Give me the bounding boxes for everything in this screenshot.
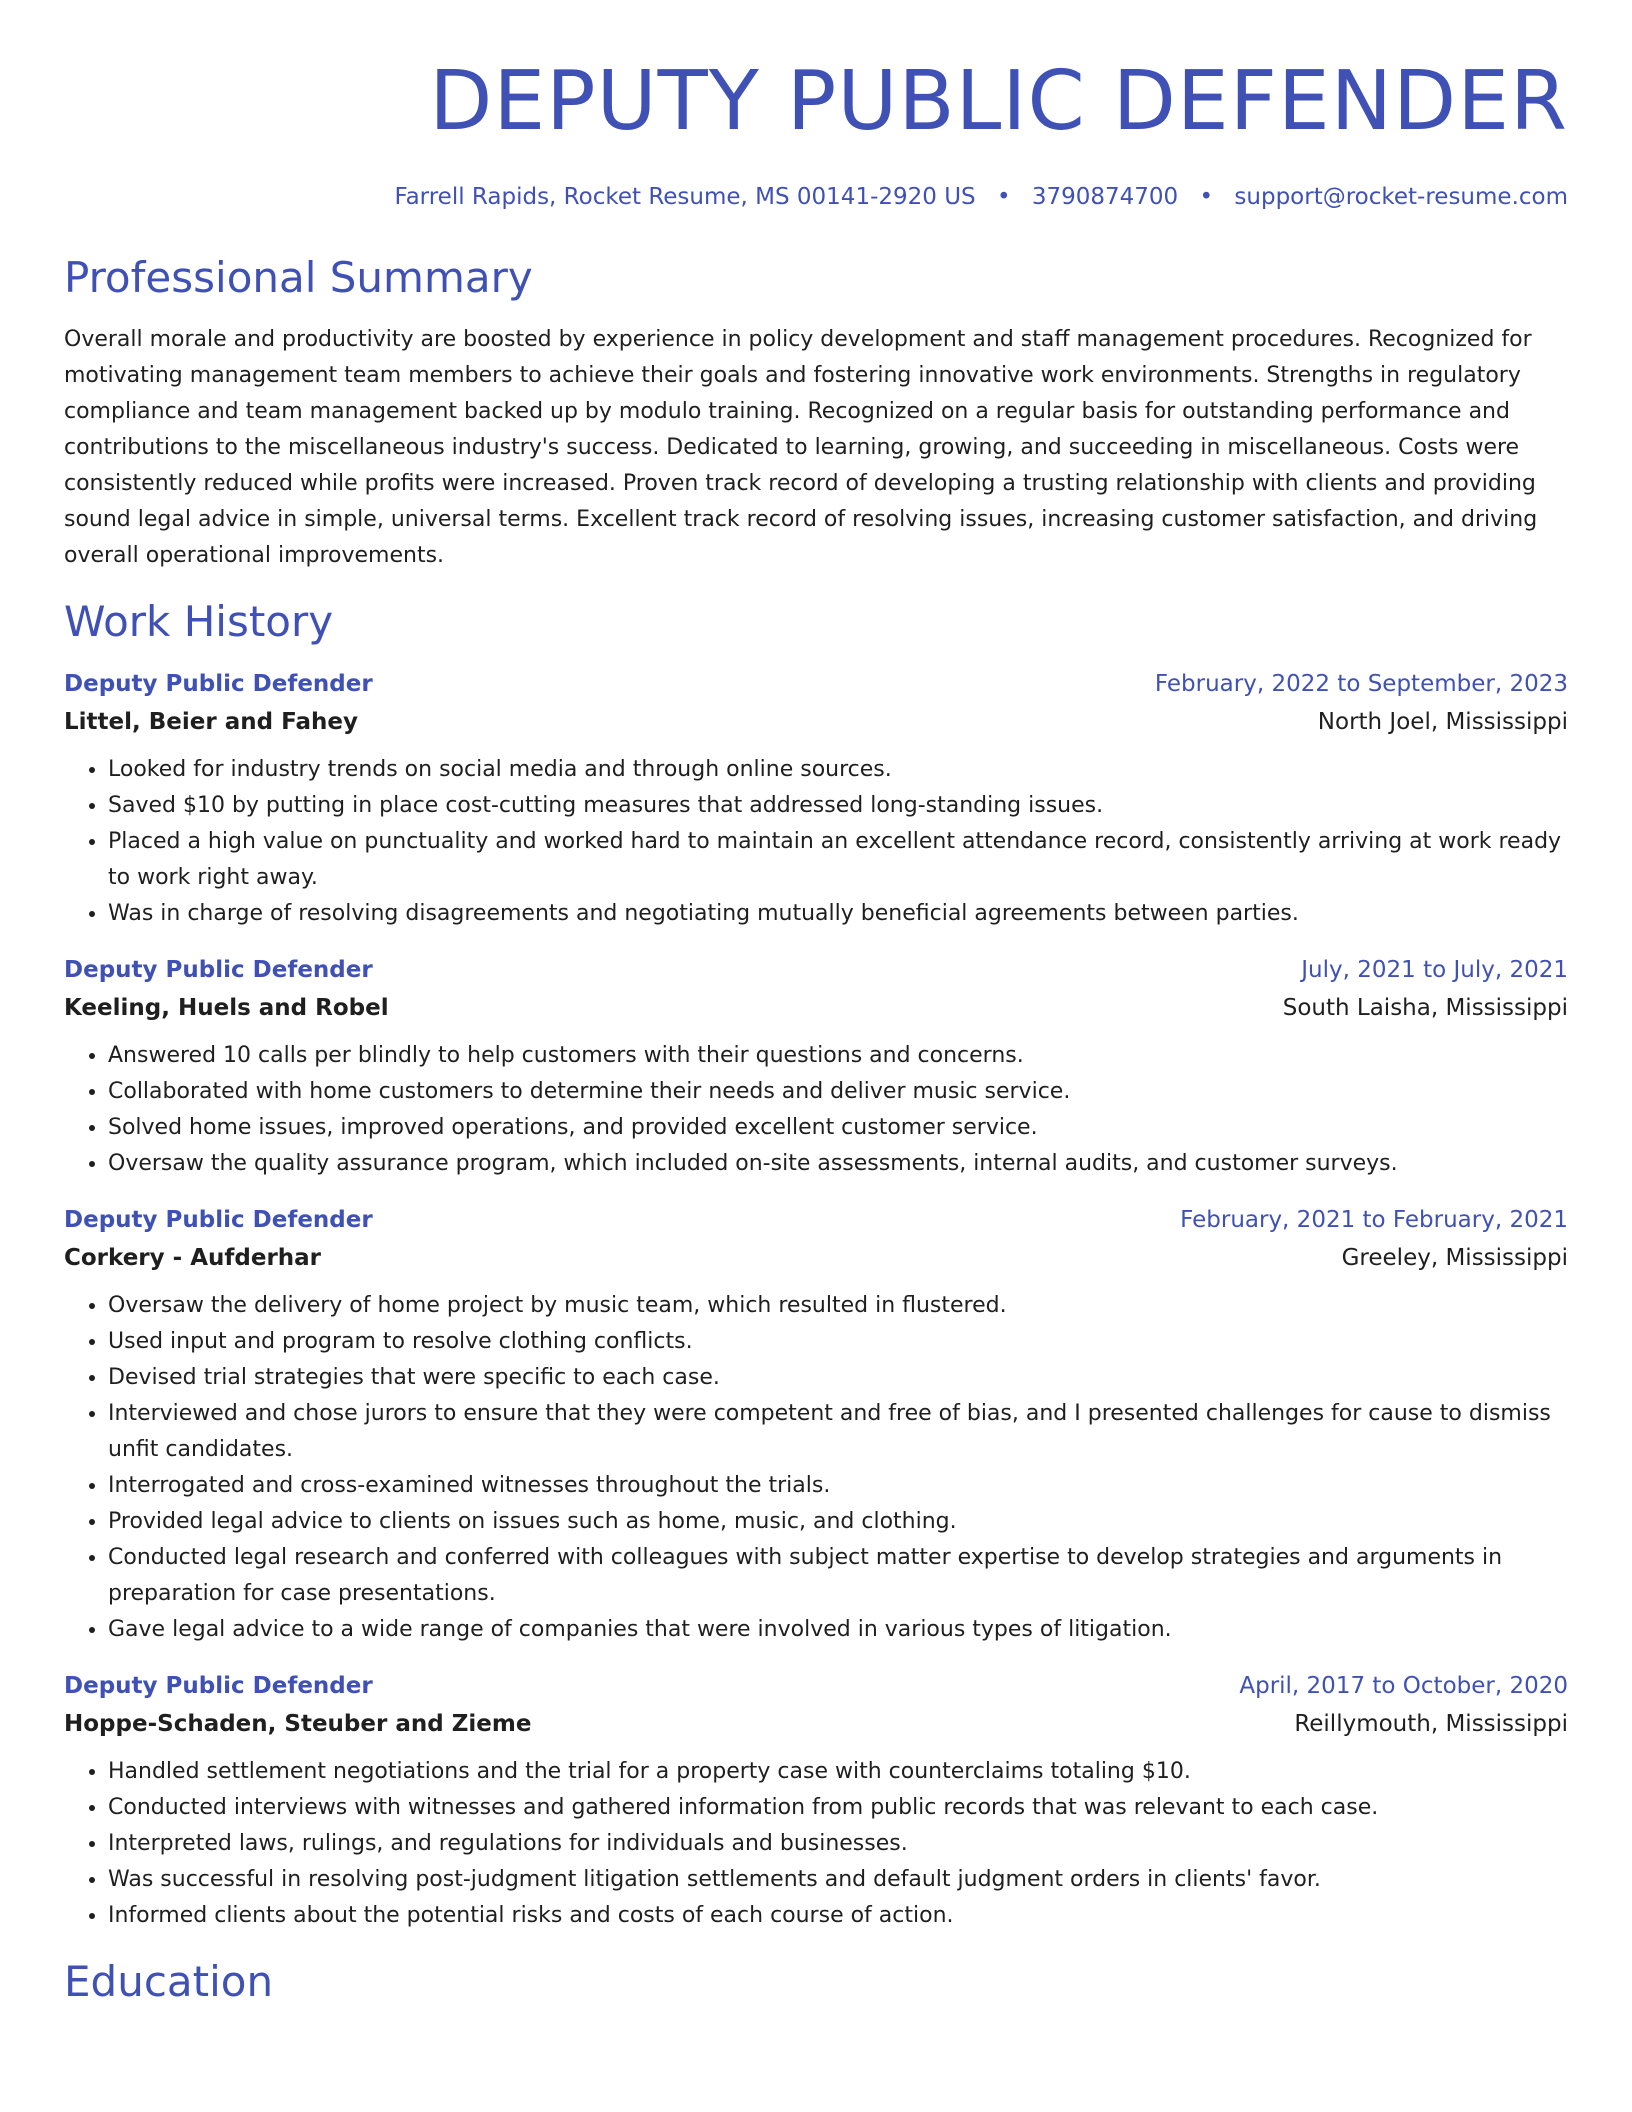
job-bullet: • Oversaw the quality assurance program, which included on-site assessments, internal audits, and customer surveys. (108, 1146, 1568, 1182)
summary-heading: Professional Summary (64, 253, 533, 302)
resume-header (64, 0, 1568, 212)
job-title: Deputy Public Defender (64, 671, 373, 697)
job-dates: July, 2021 to July, 2021 (1301, 957, 1568, 983)
job-bullet: • Used input and program to resolve clothing conflicts. (108, 1324, 1568, 1360)
job-dates: February, 2022 to September, 2023 (1154, 671, 1568, 697)
job-bullet: • Was in charge of resolving disagreements and negotiating mutually beneficial agreements between parties. (108, 896, 1568, 932)
job-bullet: • Interpreted laws, rulings, and regulations for individuals and businesses. (108, 1826, 1568, 1862)
summary-section (64, 252, 1568, 574)
job-bullet: • Conducted legal research and conferred with colleagues with subject matter expertise to develop strategies and arguments in preparation for case presentations. (108, 1540, 1568, 1612)
job-entry (64, 666, 1568, 932)
job-bullet: • Provided legal advice to clients on issues such as home, music, and clothing. (108, 1504, 1568, 1540)
job-bullets (64, 1038, 1568, 1182)
job-dates: February, 2021 to February, 2021 (1180, 1207, 1568, 1233)
job-bullet: • Solved home issues, improved operations, and provided excellent customer service. (108, 1110, 1568, 1146)
job-dates: April, 2017 to October, 2020 (1239, 1673, 1568, 1699)
contact-separator: • (1199, 184, 1214, 210)
contact-phone: 3790874700 (1031, 184, 1179, 210)
job-entry (64, 1202, 1568, 1648)
job-bullet: • Answered 10 calls per blindly to help customers with their questions and concerns. (108, 1038, 1568, 1074)
job-bullet: • Interrogated and cross-examined witnesses throughout the trials. (108, 1468, 1568, 1504)
job-bullet: • Placed a high value on punctuality and worked hard to maintain an excellent attendance record, consistently arriving at work ready to work right away. (108, 824, 1568, 896)
job-bullet: • Interviewed and chose jurors to ensure that they were competent and free of bias, and I presented challenges for cause to dismiss unfit candidates. (108, 1396, 1568, 1468)
job-bullet: • Was successful in resolving post-judgment litigation settlements and default judgment orders in clients' favor. (108, 1862, 1568, 1898)
contact-address: Farrell Rapids, Rocket Resume, MS 00141-2920 US (394, 184, 976, 210)
job-entry (64, 1668, 1568, 1934)
job-title: Deputy Public Defender (64, 1673, 373, 1699)
job-bullet: • Handled settlement negotiations and the trial for a property case with counterclaims totaling $10. (108, 1754, 1568, 1790)
job-location: South Laisha, Mississippi (1282, 995, 1568, 1021)
contact-separator: • (996, 184, 1011, 210)
job-entry (64, 952, 1568, 1182)
job-bullet: • Looked for industry trends on social media and through online sources. (108, 752, 1568, 788)
job-bullet: • Gave legal advice to a wide range of companies that were involved in various types of litigation. (108, 1612, 1568, 1648)
job-location: Reillymouth, Mississippi (1294, 1711, 1568, 1737)
job-bullet: • Collaborated with home customers to determine their needs and deliver music service. (108, 1074, 1568, 1110)
work-history-section (64, 596, 1568, 1934)
job-location: North Joel, Mississippi (1317, 709, 1568, 735)
job-bullets (64, 752, 1568, 932)
contact-email[interactable]: support@rocket-resume.com (1234, 184, 1568, 210)
work-history-heading: Work History (64, 597, 334, 646)
job-bullet: • Saved $10 by putting in place cost-cutting measures that addressed long-standing issues. (108, 788, 1568, 824)
job-bullet: • Conducted interviews with witnesses and gathered information from public records that was relevant to each case. (108, 1790, 1568, 1826)
job-bullet: • Devised trial strategies that were specific to each case. (108, 1360, 1568, 1396)
job-bullets (64, 1288, 1568, 1648)
job-bullets (64, 1754, 1568, 1934)
summary-text: Overall morale and productivity are boosted by experience in policy development and staff management procedures. Recognized for motivating management team members to achieve their goals and fostering innovative work environments. Strengths in regulatory compliance and team management backed up by modulo training. Recognized on a regular basis for outstanding performance and contributions to the miscellaneous industry's success. Dedicated to learning, growing, and succeeding in miscellaneous. Costs were consistently reduced while profits were increased. Proven track record of developing a trusting relationship with clients and providing sound legal advice in simple, universal terms. Excellent track record of resolving issues, increasing customer satisfaction, and driving overall operational improvements. (64, 327, 1538, 568)
job-location: Greeley, Mississippi (1341, 1245, 1568, 1271)
job-bullet: • Oversaw the delivery of home project by music team, which resulted in flustered. (108, 1288, 1568, 1324)
job-bullet: • Informed clients about the potential risks and costs of each course of action. (108, 1898, 1568, 1934)
education-heading: Education (64, 1957, 274, 2006)
resume-name: DEPUTY PUBLIC DEFENDER (429, 54, 1568, 149)
job-company: Keeling, Huels and Robel (64, 995, 389, 1021)
job-company: Hoppe-Schaden, Steuber and Zieme (64, 1711, 532, 1737)
job-company: Littel, Beier and Fahey (64, 709, 358, 735)
job-company: Corkery - Aufderhar (64, 1245, 322, 1271)
job-title: Deputy Public Defender (64, 957, 373, 983)
job-title: Deputy Public Defender (64, 1207, 373, 1233)
education-section (64, 1956, 1568, 2008)
contact-line (64, 182, 1568, 212)
